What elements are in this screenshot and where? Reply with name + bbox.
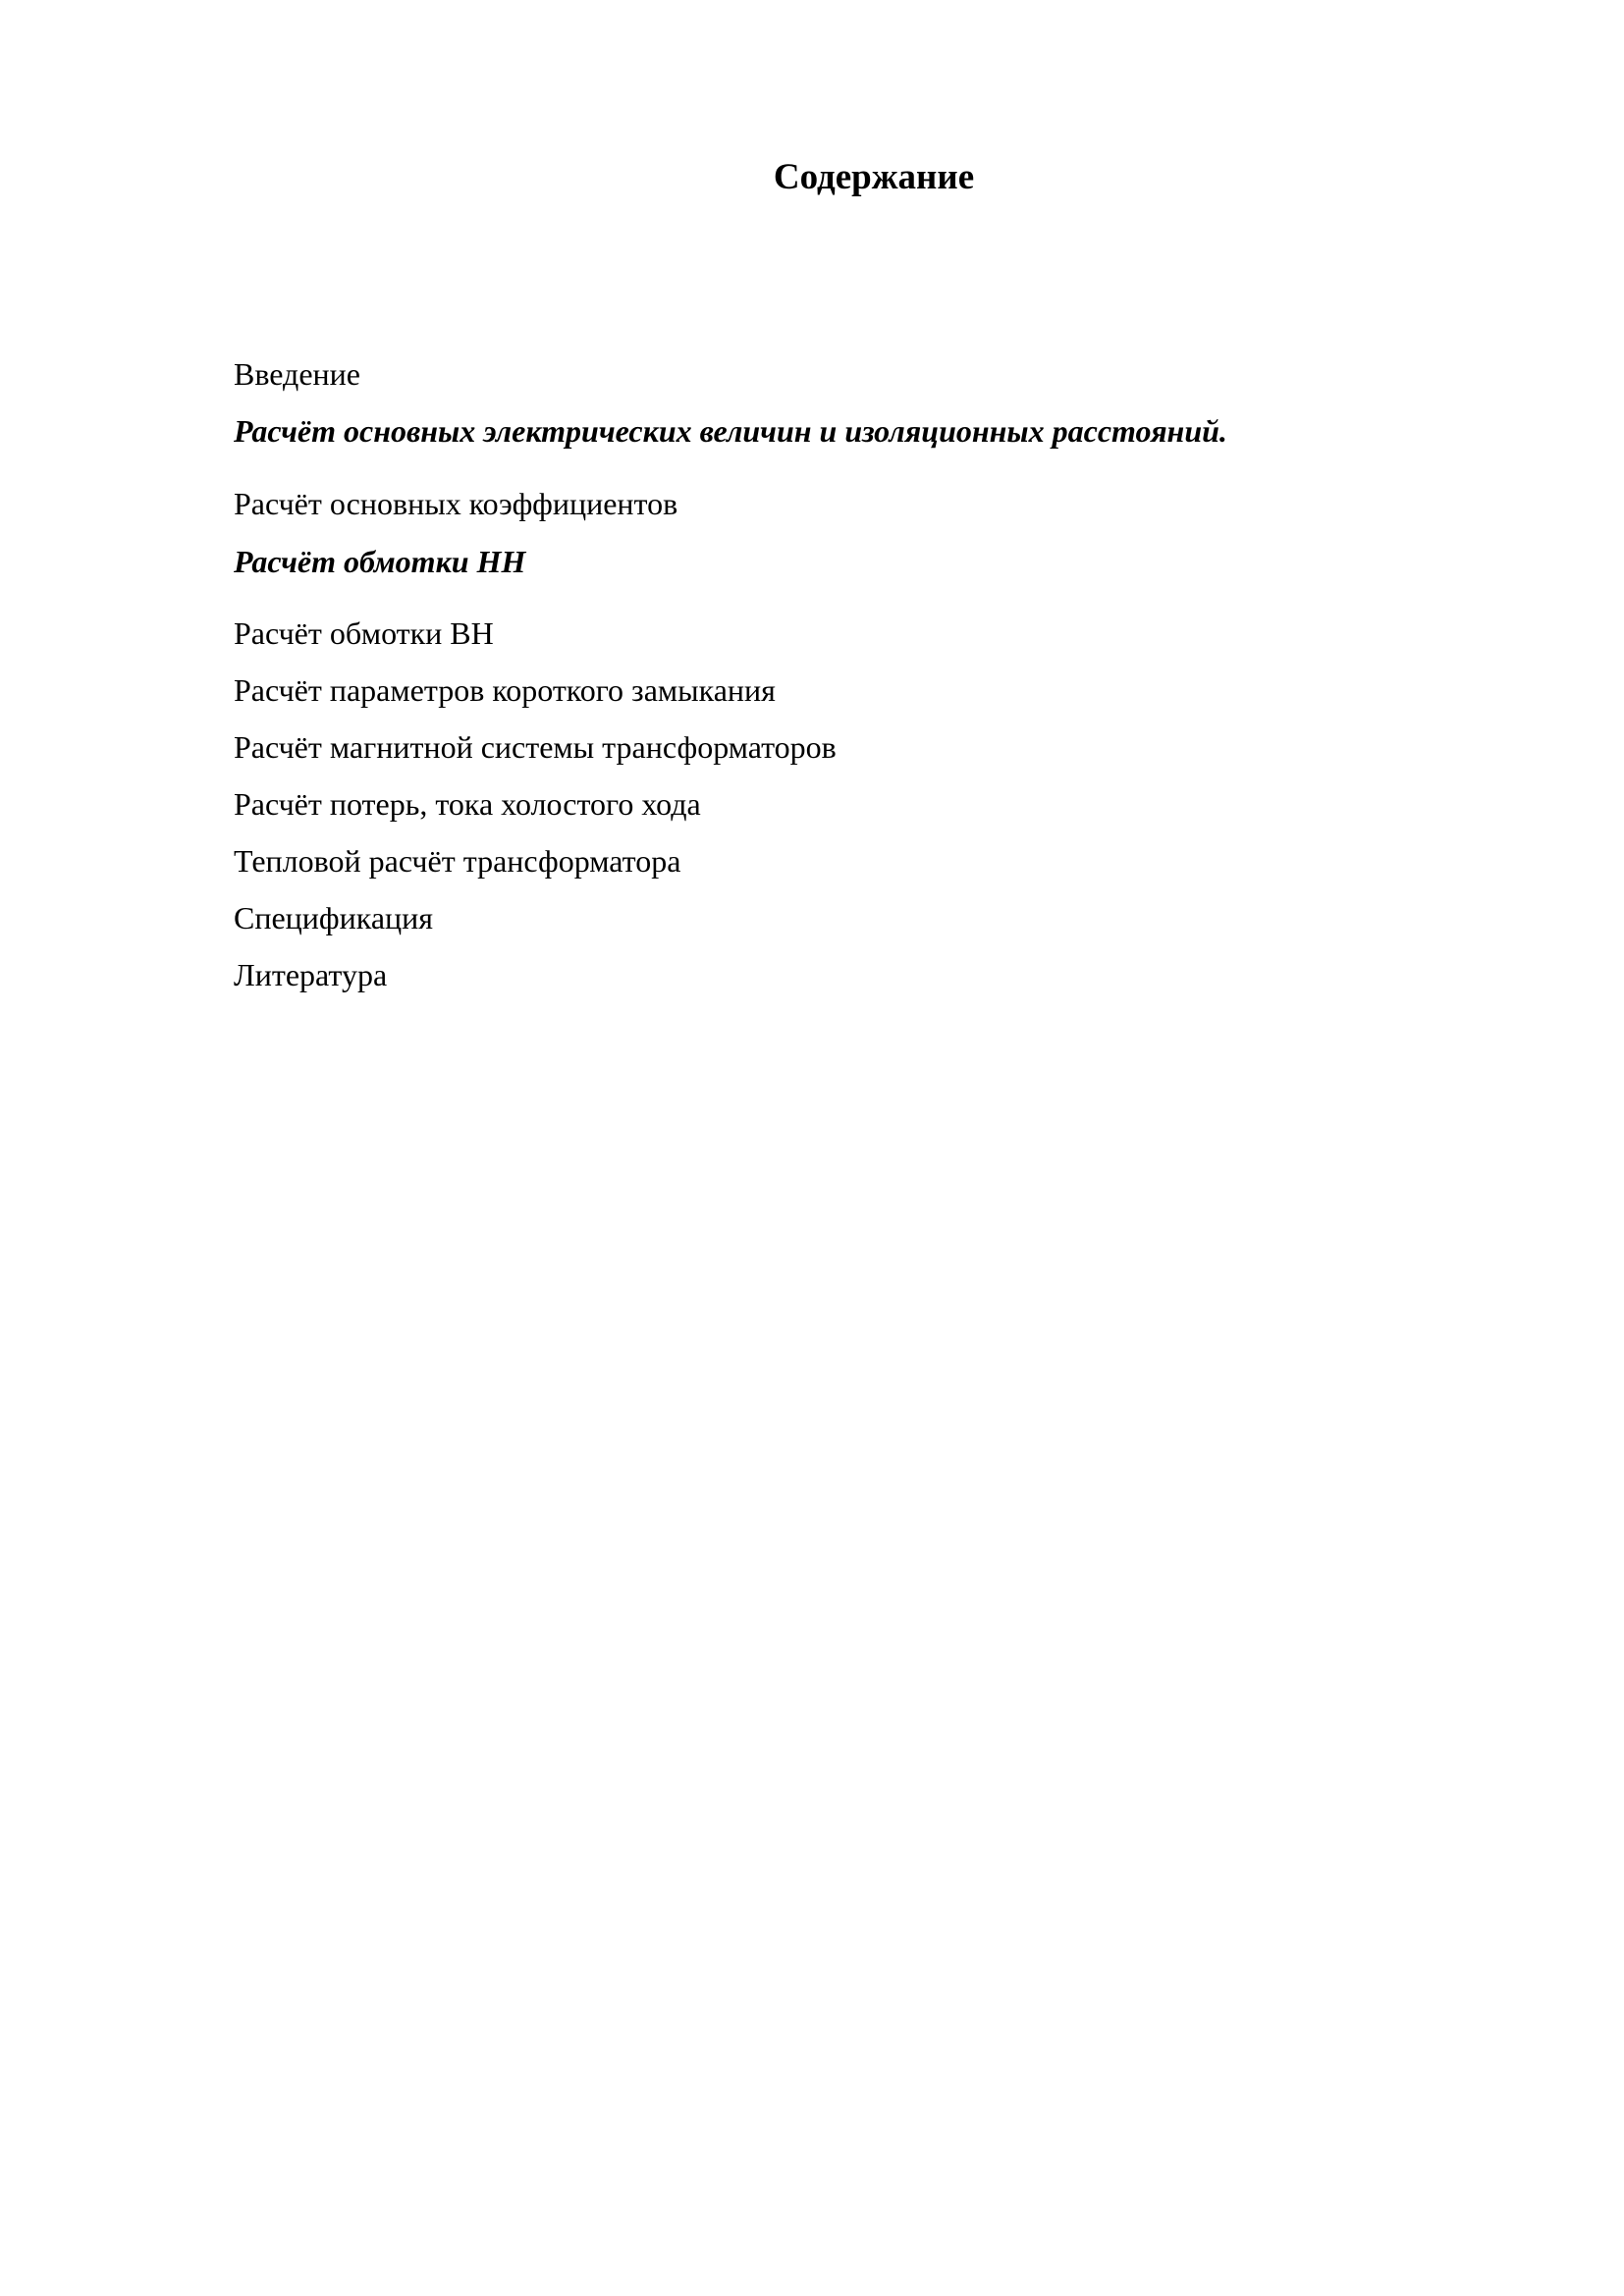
toc-section-electrical-quantities: Расчёт основных электрических величин и изоляционных расстояний. (234, 413, 1227, 449)
page-title: Содержание (773, 157, 975, 197)
toc-entry-magnetic-system: Расчёт магнитной системы трансформаторов (234, 729, 837, 765)
toc-entry-literature: Литература (234, 957, 388, 992)
toc-entry-introduction: Введение (234, 356, 360, 392)
toc-section-lv-winding: Расчёт обмотки НН (234, 544, 526, 579)
toc-entry-hv-winding: Расчёт обмотки ВН (234, 615, 494, 651)
toc-entry-thermal-calculation: Тепловой расчёт трансформатора (234, 843, 681, 879)
toc-entry-no-load-losses: Расчёт потерь, тока холостого хода (234, 786, 701, 822)
toc-entry-short-circuit: Расчёт параметров короткого замыкания (234, 672, 776, 708)
toc-entry-main-coefficients: Расчёт основных коэффициентов (234, 486, 678, 521)
toc-entry-specification: Спецификация (234, 900, 434, 935)
